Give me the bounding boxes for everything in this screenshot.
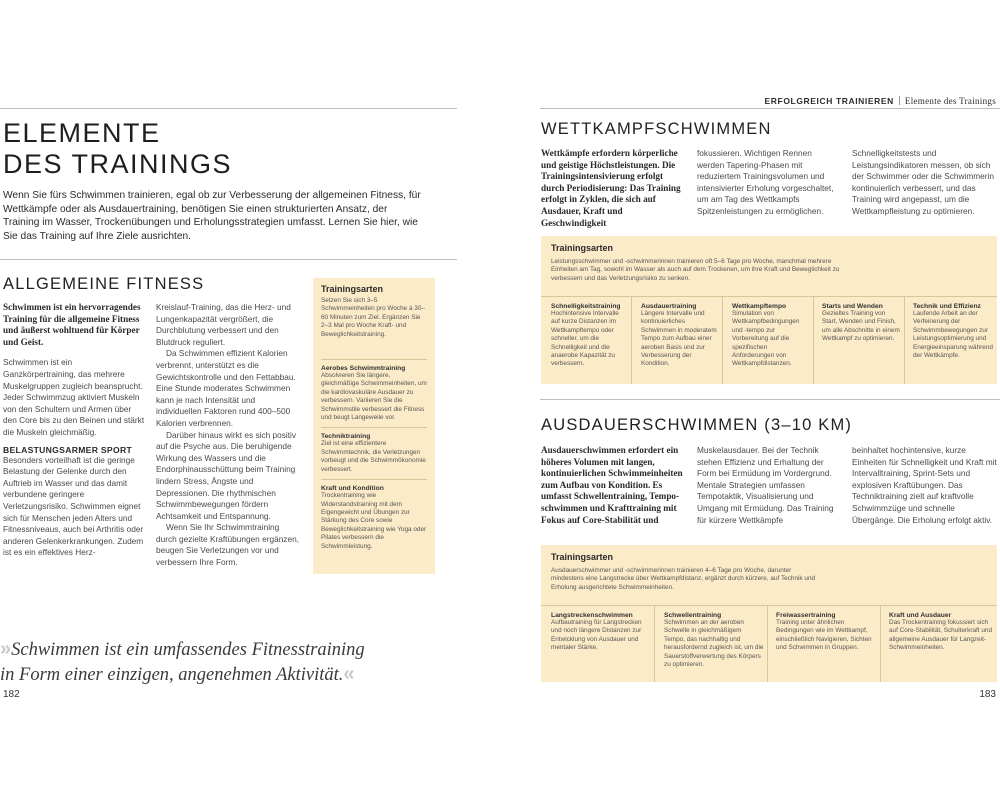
endurance-column-2: Muskelausdauer. Bei der Technik stehen Effizienz und Erhaltung der Form bei Ermüdung im Vordergrund. Mentale Strategien umfassen Tempotaktik, Visualisierung und Umgang mit Ermüdung. Das Training für kürzere Wettkämpfe bbox=[697, 445, 834, 525]
competition-column bbox=[732, 303, 810, 369]
sidebar-item-text: Ziel ist eine effizientere Schwimmtechnik, die Verletzungen vorbeugt und die Schwimmökonomie verbessert. bbox=[321, 440, 426, 473]
pull-quote-line1 bbox=[0, 637, 365, 662]
endurance-column-title: Freiwassertraining bbox=[776, 612, 836, 619]
pull-quote bbox=[0, 637, 365, 687]
fitness-paragraph: Besonders vorteilhaft ist die geringe Belastung der Gelenke durch den Auftrieb im Wasser und das damit verbundene geringere Verletzungsrisiko. Schwimmen eignet sich für Menschen jeden Alters und Fitnessniveaus, auch bei Arthritis oder anderen Gelenkerkrankungen. Zudem ist es ein effektives Herz- bbox=[3, 454, 144, 558]
pull-quote-line1-text: Schwimmen ist ein umfassendes Fitnesstraining bbox=[11, 640, 365, 660]
fitness-paragraph: Da Schwimmen effizient Kalorien verbrennt, unterstützt es die Gewichtskontrolle und den Fettabbau. Eine Stunde moderates Schwimmen kann je nach Intensität und individuellen Faktoren rund 400–500 Kalorien verbrennen. bbox=[156, 348, 296, 428]
running-head-sub: Elemente des Trainings bbox=[904, 96, 996, 106]
intro-paragraph: Wenn Sie fürs Schwimmen trainieren, egal ob zur Verbesserung der allgemeinen Fitness, für Wettkämpfe oder als Ausdauertraining, benötigen Sie einen strukturierten Ansatz, der Training im Wasser, Trockenübungen und Erholungsstrategien umfasst. Lernen Sie hier, wie Sie das Training auf Ihre Ziele ausrichten. bbox=[3, 190, 421, 242]
competition-box-intro: Leistungsschwimmer und -schwimmerinnen trainieren oft 5–6 Tage pro Woche, manchmal mehrere Einheiten am Tag, sowohl im Wasser als auch auf dem Trockenen, um ihre Kraft und Beweglichkeit zu verbessern und das Verletzungsrisiko zu senken. bbox=[551, 258, 840, 282]
training-types-sidebar bbox=[313, 278, 435, 574]
sidebar-divider bbox=[321, 479, 427, 480]
sidebar-item-title: Techniktraining bbox=[321, 433, 371, 441]
competition-column-text: Gezieltes Training von Start, Wenden und Finish, um alle Abschnitte in einem Wettkampf zu optimieren. bbox=[822, 310, 900, 343]
page-title-line1: ELEMENTE bbox=[3, 118, 161, 148]
endurance-column-title: Langstreckenschwimmen bbox=[551, 612, 633, 619]
competition-column-text: Längere Intervalle und kontinuierliches Schwimmen in moderatem Tempo zum Aufbau einer aeroben Basis und zur Verbesserung der Kondition. bbox=[641, 310, 717, 368]
endurance-column bbox=[551, 612, 651, 653]
competition-column-title: Starts und Wenden bbox=[822, 303, 883, 310]
endurance-lead: Ausdauerschwimmen erfordert ein höheres Volumen mit langen, kontinuierlichen Schwimmeinheiten zum Aufbau von Kondition. Es umfasst Schwellentraining, Tempo-schwimmen und Krafttraining mit Fokus auf Core-Stabilität und bbox=[541, 445, 683, 525]
endurance-heading: AUSDAUERSCHWIMMEN (3–10 KM) bbox=[541, 416, 853, 434]
sidebar-item-title: Kraft und Kondition bbox=[321, 485, 384, 493]
top-rule-left bbox=[0, 108, 457, 109]
competition-box-columns bbox=[541, 297, 997, 384]
column-divider bbox=[813, 297, 814, 384]
running-head-divider bbox=[899, 96, 900, 105]
column-divider bbox=[880, 606, 881, 682]
competition-column bbox=[641, 303, 719, 369]
competition-column-title: Wettkampftempo bbox=[732, 303, 787, 310]
endurance-column bbox=[776, 612, 876, 653]
endurance-column-text: Das Trockentraining fokussiert sich auf Core-Stabilität, Schulterkraft und allgemeine Ausdauer für Langzeit-Schwimmeinheiten. bbox=[889, 619, 993, 652]
endurance-column-text: Training unter ähnlichen Bedingungen wie im Wettkampf, einschließlich Navigieren, Sichten und Schwimmen in Gruppen. bbox=[776, 619, 872, 652]
fitness-body-2 bbox=[3, 455, 146, 559]
sidebar-item-text: Trockentraining wie Widerstandstraining mit dem Eigengewicht und Übungen zur Stärkung des Core sowie Beweglichkeitstraining wie Yoga oder Pilates verbessern die Schwimmleistung. bbox=[321, 492, 427, 550]
pull-quote-line2-text: in Form einer einzigen, angenehmen Aktivität. bbox=[0, 665, 344, 685]
endurance-box-intro: Ausdauerschwimmer und -schwimmerinnen trainieren 4–6 Tage pro Woche, darunter mindestens eine Langstrecke über Wettkampfdistanz, ergänzt durch kürzere, auf Technik und Erholung ausgerichtete Schwimmeinheiten. bbox=[551, 567, 816, 591]
pull-quote-line2 bbox=[0, 662, 365, 687]
quote-open-icon: » bbox=[0, 638, 12, 660]
column-divider bbox=[767, 606, 768, 682]
competition-column bbox=[913, 303, 993, 360]
endurance-column-title: Kraft und Ausdauer bbox=[889, 612, 952, 619]
competition-column-text: Laufende Arbeit an der Verfeinerung der Schwimmbewegungen zur Leistungsoptimierung und Energieeinsparung während der Wettkämpfe. bbox=[913, 310, 993, 360]
competition-column-3: Schnelligkeitstests und Leistungsindikatoren messen, ob sich der Schwimmer oder die Schwimmerin kontinuierlich verbessert, und das Training wird angepasst, um die Wettkampfleistung zu optimieren. bbox=[852, 148, 995, 216]
page-title bbox=[3, 118, 232, 180]
endurance-box-columns bbox=[541, 606, 997, 682]
running-head-section: ERFOLGREICH TRAINIEREN bbox=[764, 96, 894, 106]
sidebar-title: Trainingsarten bbox=[321, 284, 384, 294]
top-rule-right bbox=[540, 108, 1000, 109]
sidebar-item-text: Absolvieren Sie längere, gleichmäßige Schwimmeinheiten, um die kardiovaskuläre Ausdauer zu verbessern. Variieren Sie die Schwimmstile verbessert die Fitness und beugt Langeweile vor. bbox=[321, 372, 427, 422]
competition-column-2: fokussieren. Wichtigen Rennen werden Tapering-Phasen mit reduziertem Trainingsvolumen und intensivierter Erholung vorgeschaltet, um am Tag des Wettkampfs Spitzenleistungen zu ermöglichen. bbox=[697, 148, 834, 216]
quote-close-icon: « bbox=[343, 663, 355, 685]
competition-column-text: Simulation von Wettkampfbedingungen und -tempo zur Vorbereitung auf die spezifischen Anforderungen von Wettkampfdistanzen. bbox=[732, 310, 800, 368]
page-number-right: 183 bbox=[979, 689, 996, 700]
competition-column-title: Ausdauertraining bbox=[641, 303, 697, 310]
endurance-rule bbox=[540, 399, 1000, 400]
endurance-training-box bbox=[541, 545, 997, 682]
column-divider bbox=[631, 297, 632, 384]
column-divider bbox=[904, 297, 905, 384]
sidebar-divider bbox=[321, 359, 427, 360]
fitness-column-1 bbox=[3, 302, 146, 559]
competition-lead: Wettkämpfe erfordern körperliche und geistige Höchstleistungen. Die Trainingsintensivierung erfolgt durch Periodisierung: Das Training erfolgt in Zyklen, die sich auf Ausdauer, Kraft und Geschwindigkeit bbox=[541, 148, 681, 228]
endurance-box-title: Trainingsarten bbox=[551, 552, 614, 562]
fitness-paragraph: Wenn Sie Ihr Schwimmtraining durch gezielte Kraftübungen ergänzen, beugen Sie Verletzungen vor und verbessern Ihre Form. bbox=[156, 522, 299, 568]
endurance-column-text: Aufbautraining für Langstrecken und noch längere Distanzen zur Entwicklung von Ausdauer und mentaler Stärke. bbox=[551, 619, 642, 652]
competition-box-title: Trainingsarten bbox=[551, 243, 614, 253]
competition-column-title: Schnelligkeitstraining bbox=[551, 303, 621, 310]
endurance-column-title: Schwellentraining bbox=[664, 612, 722, 619]
competition-column-title: Technik und Effizienz bbox=[913, 303, 981, 310]
fitness-rule bbox=[0, 259, 457, 260]
competition-column bbox=[822, 303, 900, 344]
endurance-column-3: beinhaltet hochintensive, kurze Einheiten für Schnelligkeit und Kraft mit Intervalltraining, Sprint-Sets und explosiven Kraftübungen. Das Techniktraining zielt auf kraftvolle Schwimmzüge und schnelle Übergänge. Die Erholung erfolgt aktiv. bbox=[852, 445, 997, 525]
page-title-line2: DES TRAININGS bbox=[3, 149, 233, 179]
endurance-column bbox=[664, 612, 764, 669]
sidebar-intro: Setzen Sie sich 3–5 Schwimmeinheiten pro Woche à 30–60 Minuten zum Ziel. Ergänzen Sie 2–3 Mal pro Woche Kraft- und Beweglichkeitstraining. bbox=[321, 297, 425, 338]
fitness-lead: Schwimmen ist ein hervorragendes Training für die allgemeine Fitness und äußerst wohltuend für Körper und Geist. bbox=[3, 302, 141, 347]
fitness-paragraph: Darüber hinaus wirkt es sich positiv auf die Psyche aus. Die beruhigende Wirkung des Wassers und die Endorphinausschüttung beim Training lindern Stress, Ängste und Depressionen. Die rhythmischen Schwimmbewegungen fördern Achtsamkeit und Entspannung. bbox=[156, 429, 297, 521]
competition-column bbox=[551, 303, 629, 369]
endurance-column bbox=[889, 612, 993, 653]
column-divider bbox=[722, 297, 723, 384]
competition-training-box bbox=[541, 236, 997, 384]
running-head bbox=[765, 96, 996, 106]
column-divider bbox=[654, 606, 655, 682]
fitness-body-1 bbox=[3, 357, 146, 438]
page-number-left: 182 bbox=[3, 689, 20, 700]
fitness-column-2 bbox=[156, 302, 299, 569]
fitness-paragraph: Kreislauf-Training, das die Herz- und Lungenkapazität vergrößert, die Durchblutung verbessert und den Blutdruck reguliert. bbox=[156, 302, 291, 347]
fitness-paragraph: Schwimmen ist ein Ganzkörpertraining, das mehrere Muskelgruppen zugleich beansprucht. Jeder Schwimmzug aktiviert Muskeln von den Schultern und Armen über den Core bis zu den Beinen und stärkt die Muskeln gleichmäßig. bbox=[3, 357, 145, 437]
fitness-subheading: BELASTUNGSARMER SPORT bbox=[3, 444, 133, 455]
sidebar-divider bbox=[321, 427, 427, 428]
endurance-column-text: Schwimmen an der aeroben Schwelle in gleichmäßigem Tempo, das nachhaltig und herausfordernd zugleich ist, um die Sauerstoffverwertung des Körpers zu optimieren. bbox=[664, 619, 764, 669]
competition-heading: WETTKAMPFSCHWIMMEN bbox=[541, 120, 772, 138]
fitness-heading: ALLGEMEINE FITNESS bbox=[3, 275, 205, 293]
competition-column-text: Hochintensive Intervalle auf kurze Distanzen im Wettkampftempo oder schneller, um die Schnelligkeit und die anaerobe Kapazität zu verbessern. bbox=[551, 310, 619, 368]
sidebar-item-title: Aerobes Schwimmtraining bbox=[321, 365, 406, 373]
